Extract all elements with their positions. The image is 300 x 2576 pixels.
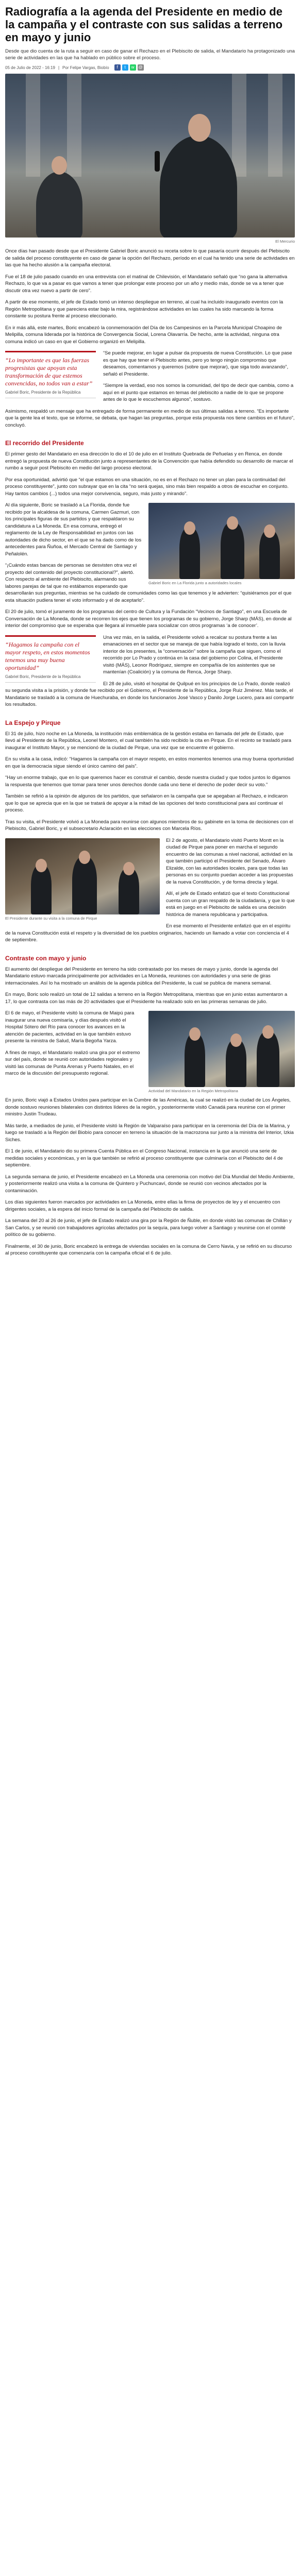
article-date: 05 de Julio de 2022 - 16:19 <box>5 65 55 70</box>
article-title: Radiografía a la agenda del Presidente en medio de la campaña y el contraste con sus salidas a terreno en mayo y junio <box>5 5 283 44</box>
paragraph: El 6 de mayo, el Presidente visitó la comuna de Maipú para inaugurar una nueva comisaría, y días después visitó el Hospital Sótero del Río para conocer los avances en la atención de pacientes, actividad en la que también estuvo presente la ministra de Salud, María Begoña Yarza. <box>5 1010 135 1044</box>
article-subtitle: Desde que dio cuenta de la ruta a seguir en caso de ganar el Rechazo en el Plebiscito de salida, el Mandatario ha protagonizado una serie de actividades en las que ha hablado en público sobre el proceso. <box>5 48 295 61</box>
paragraph: Asimismo, respaldó un mensaje que ha entregado de forma permanente en medio de sus últimas salidas a terreno. “Es importante que la gente lea el texto, que se informe, se debata, que hagan las preguntas, porque esta propuesta nos tiene cambios en el futuro”, concluyó. <box>5 408 295 428</box>
paragraph: En su visita a la casa, indicó: “Hagamos la campaña con el mayor respeto, en estos momentos tenemos una muy buena oportunidad en que la democracia sigue siendo el único camino del país”. <box>5 756 294 769</box>
pull-quote-text: “Lo importante es que las fuerzas progresistas que apoyan esta transformación de que estemos convencidas, no todos van a estar” <box>5 357 93 387</box>
twitter-share-icon[interactable]: t <box>122 64 128 71</box>
hero-caption: El Mercurio <box>275 239 295 244</box>
paragraph: “Se puede mejorar, en lugar a pulsar da propuesta de nueva Constitución. Lo que pase es que hay que tener el Plebiscito antes, pero yo tengo ningún compromiso que deseamos, comentamos y queremos (sobre que mejorar), que siga todo avanzando”, señaló el Presidente. <box>103 350 292 377</box>
section-heading: Contraste con mayo y junio <box>5 954 87 962</box>
pull-quote <box>5 635 96 683</box>
paragraph: Tras su visita, el Presidente volvió a La Moneda para reunirse con algunos miembros de su gabinete en la toma de decisiones con el Plebiscito, Gabriel Boric, y el subsecretario Aclaración en las elecciones con Marcela Ríos. <box>5 819 293 832</box>
paragraph: El primer gesto del Mandatario en esa dirección lo dio el 10 de julio en el Instituto Quebrada de Peñuelas y en Renca, en donde entregó la propuesta de nueva Constitución junto a representantes de la Convención que había defendido su desarrollo de marcar el rumbo a seguir post Plebiscito en medio del largo proceso electoral. <box>5 451 293 471</box>
paragraph: El 2 de agosto, el Mandatario visitó Puerto Montt en la ciudad de Pirque para poner en marcha el segundo encuentro de las comunas a nivel nacional, actividad en la que también participó el Presidente del Senado, Álvaro Elizalde, con las autoridades locales, para que todas las personas en su conjunto puedan acceder a las propuestas de la nueva Constitución, y de forma directa y legal. <box>166 837 293 885</box>
paragraph: En ese momento el Presidente enfatizó que en el espíritu de la nueva Constitución está el respeto y la diversidad de los pueblos originarios, haciendo un llamado a votar con conciencia el 4 de septiembre. <box>5 923 291 943</box>
paragraph: La segunda semana de junio, el Presidente encabezó en La Moneda una ceremonia con motivo del Día Mundial del Medio Ambiente, y posteriormente realizó una visita a la comuna de Quintero y Puchuncaví, donde se reunió con vecinos afectados por la contaminación. <box>5 1174 295 1194</box>
hero-image <box>5 74 295 238</box>
paragraph: A fines de mayo, el Mandatario realizó una gira por el extremo sur del país, donde se reunió con autoridades regionales y visitó las comunas de Punta Arenas y Puerto Natales, en el marco de la discusión del presupuesto regional. <box>5 1049 140 1076</box>
article-figure <box>148 1011 295 1094</box>
paragraph: El aumento del despliegue del Presidente en terreno ha sido contrastado por los meses de mayo y junio, donde la agenda del Mandatario estuvo marcada principalmente por actividades en La Moneda, reuniones con autoridades y una serie de giras internacionales. Así lo ha mostrado un análisis de la agenda pública del Presidente, la cual se publica de manera semanal. <box>5 966 278 986</box>
whatsapp-share-icon[interactable]: w <box>130 64 136 71</box>
facebook-share-icon[interactable]: f <box>114 64 121 71</box>
paragraph: Más tarde, a mediados de junio, el Presidente visitó la Región de Valparaíso para participar en la ceremonia del Día de la Marina, y luego se trasladó a la Región del Biobío para conocer en terreno la situación de la macrozona sur junto a la ministra del Interior, Izkia Siches. <box>5 1123 294 1143</box>
paragraph: El 20 de julio, tomó el juramento de los programas del centro de Cultura y la Fundación “Vecinos de Santiago”, en una Escuela de Conversación de La Moneda, donde se recorren los ejes que tienen los programas de su gobierno, Jorge Sharp (MÁS), en donde al interior del compromiso que se esperaba que llegara al inmueble para socializar con otros programas ‘a de conocer’. <box>5 609 292 629</box>
meta-separator: | <box>58 65 60 70</box>
paragraph: A partir de ese momento, el jefe de Estado tomó un intenso despliegue en terreno, al cual ha incluido inaugurado eventos con la Región Metropolitana y que pareciera estar bajo la mira, registrándose actividades en las cuales ha sido marcando la forma constante su postura frente al proceso eleccionario. <box>5 299 284 319</box>
paragraph: Finalmente, el 30 de junio, Boric encabezó la entrega de viviendas sociales en la comuna de Cerro Navia, y se refirió en su discurso al proceso constituyente que comenzaría con la campaña oficial el 6 de julio. <box>5 1243 292 1256</box>
section-heading: La Espejo y Pirque <box>5 719 61 726</box>
paragraph: “Siempre la verdad, eso nos somos la comunidad, del tipo de decir que cambia, como a aquí en el punto que estamos en temas del plebiscito a nadie de lo que se propone antes de lo que le escuchemos algunos”, sostuvo. <box>103 383 294 402</box>
paragraph: Al día siguiente, Boric se trasladó a La Florida, donde fue recibido por la alcaldesa de la comuna, Carmen Gazmuri, con los principales figuras de sus partidos y que respaldaron su candidatura a La Moneda. En esa comuna, entregó el reglamento de la Ley de Responsabilidad en juntos con las autoridades de dicho sector, en el que se ha dado como de los antecedentes para Ñuñoa, el Mercado Central de Santiago y Peñalolén. <box>5 502 142 557</box>
pull-quote <box>5 351 96 398</box>
paragraph: En mayo, Boric solo realizó un total de 12 salidas a terreno en la Región Metropolitana, mientras que en junio estas aumentaron a 17, lo que contrasta con las más de 20 actividades que el Presidente ha realizado solo en las primeras semanas de julio. <box>5 992 288 1005</box>
paragraph: El 1 de junio, el Mandatario dio su primera Cuenta Pública en el Congreso Nacional, instancia en la que anunció una serie de medidas sociales y económicas, y en la que también se refirió al proceso constituyente que culminaría con el Plebiscito del 4 de septiembre. <box>5 1148 283 1168</box>
figure-photo <box>148 1011 295 1087</box>
figure-caption: Gabriel Boric en La Florida junto a autoridades locales <box>148 581 242 585</box>
article-meta <box>5 64 295 71</box>
paragraph: “Hay un enorme trabajo, que en lo que queremos hacer es construir el cambio, desde nuestra ciudad y que todos juntos lo digamos la respuesta que tenemos que tomar para tener unos derechos donde cada uno tiene el derecho de poder decir su voto.” <box>5 775 291 788</box>
paragraph: La semana del 20 al 26 de junio, el jefe de Estado realizó una gira por la Región de Ñuble, en donde visitó las comunas de Chillán y San Carlos, y se reunió con trabajadores agrícolas afectados por la sequía, para luego volver a Santiago y reunirse con el comité político de su gobierno. <box>5 1218 292 1238</box>
pull-quote-attribution: Gabriel Boric, Presidente de la República <box>5 674 81 679</box>
pull-quote-text: “Hagamos la campaña con el mayor respeto, en estos momentos tenemos una muy buena oportunidad” <box>5 640 90 671</box>
paragraph: En ir más allá, este martes, Boric encabezó la conmemoración del Día de los Campesinos en la Parcela Municipal Choapino de Melipilla, comuna liderada por la histórica de Convergencia Social, Lorena Olavarría. De hecho, ante la actividad, ninguna otra comuna indicó un caso en que el Gobierno organizó en Melipilla. <box>5 325 282 345</box>
email-share-icon[interactable]: @ <box>138 65 143 70</box>
paragraph: En junio, Boric viajó a Estados Unidos para participar en la Cumbre de las Américas, la cual se realizó en la ciudad de Los Ángeles, donde sostuvo reuniones bilaterales con distintos líderes de la región, y posteriormente visitó Canadá para reunirse con el primer ministro Justin Trudeau. <box>5 1097 291 1117</box>
paragraph: Los días siguientes fueron marcados por actividades en La Moneda, entre ellas la firma de proyectos de ley y el encuentro con dirigentes sociales, a la espera del inicio formal de la campaña del Plebiscito de salida. <box>5 1199 280 1212</box>
paragraph: El 28 de julio, visitó el hospital de Quilpué en los principios de Lo Prado, donde realizó su segunda visita a la prisión, y donde fue recibido por el Gobierno, el Presidente de la República, Jorge Ruiz Jiménez. Más tarde, el Mandatario se trasladó a la comuna de Huechuraba, en donde los funcionarios José Vasco y Danilo Jorge Lucero, para así compartir los resultados. <box>5 681 294 707</box>
figure-photo <box>5 838 160 914</box>
figure-photo <box>148 503 295 579</box>
article-author: Por Felipe Vargas, Biobío <box>62 65 109 70</box>
paragraph: Allí, el jefe de Estado enfatizó que el texto Constitucional cuenta con un gran respaldo de la ciudadanía, y que lo que está en juego en el Plebiscito de salida es una decisión histórica de manera republicana y participativa. <box>166 891 295 918</box>
paragraph: Por esa oportunidad, advirtió que “el que estamos en una situación, no es en el Rechazo no tener un plan para la continuidad del proceso constituyente”, junto con subrayar que en la cita “no será quejas, sino más bien respaldo a otros de escuchar en conjunto. Hay tantos cambios (...) todos una mejor convivencia, seguro, más justo y mirando”. <box>5 477 289 497</box>
figure-caption: Actividad del Mandatario en la Región Metropolitana <box>148 1089 238 1093</box>
section-heading: El recorrido del Presidente <box>5 439 84 447</box>
article-figure <box>148 503 295 586</box>
paragraph: Once días han pasado desde que el Presidente Gabriel Boric anunció su receta sobre lo que pasaría ocurrir después del Plebiscito de salida del proceso constituyente en caso de ganar la opción del Rechazo, período en el cual ha tenido una serie de actividades en las que ha hecho alusión a la campaña electoral. <box>5 248 295 268</box>
pull-quote-attribution: Gabriel Boric, Presidente de la República <box>5 390 81 395</box>
paragraph: Fue el 18 de julio pasado cuando en una entrevista con el matinal de Chilevisión, el Mandatario señaló que “no gana la alternativa Rechazo, lo que va a pasar es que vamos a tener que prolongar este proceso por un año y medio más, donde se va a tener que discutir otra vez nuevo a partir de cero”. <box>5 274 288 294</box>
figure-caption: El Presidente durante su visita a la comuna de Pirque <box>5 916 97 921</box>
article-figure <box>5 838 160 921</box>
share-buttons <box>114 64 144 71</box>
paragraph: Una vez más, en la salida, el Presidente volvió a recalcar su postura frente a las emanaciones en el sector que se maneja de que había logrado el texto, con la lluvia interior de los presentes, la “conversación” sobre la campaña que siguen, como el recorrido por Lo Prado y continúa en la casa del gobierno por Colina, el Presidente visitó (MÁS), Leonor Rodríguez, siempre en compañía de los asistentes que se mantenían (Coalición) y la comuna de Renca, Jorge Sharp. <box>103 634 286 675</box>
paragraph: También se refirió a la opinión de algunos de los partidos, que señalaron en la campaña que se apegaban al Rechazo, e indicaron que lo que se aprecia que en la que se tratará de apoyar a la mitad de las opciones del texto constitucional para así continuar el proceso. <box>5 793 288 813</box>
article <box>5 0 295 1270</box>
paragraph: El 31 de julio, hizo noche en La Moneda, la institución más emblemática de la gestión estaba en llamada del jefe de Estado, que llevó al Presidente de la República, Leonel Montero, el cual también ha sido recibido la cita en Pirque. En el recinto se trasladó para inaugurar el Instituto Mayor, y se mencionó de la ciudad de Pirque, una vez que se encuentre el gobierno. <box>5 731 292 751</box>
paragraph: “¡Cuándo estas bancas de personas se desvisten otra vez el proyecto del contenido del proyecto constitucional?”, alertó. Con respecto al ambiente del Plebiscito, alarmando sus labores parejas de tal que no estábamos esperando que desarrollarán sus preguntas, mientras se ha cuidado de comunidades como las que tenemos y le advierten: “quisiéramos por el que esta situación pudiera tener el voto informado y el de aceptarlo”. <box>5 563 292 603</box>
